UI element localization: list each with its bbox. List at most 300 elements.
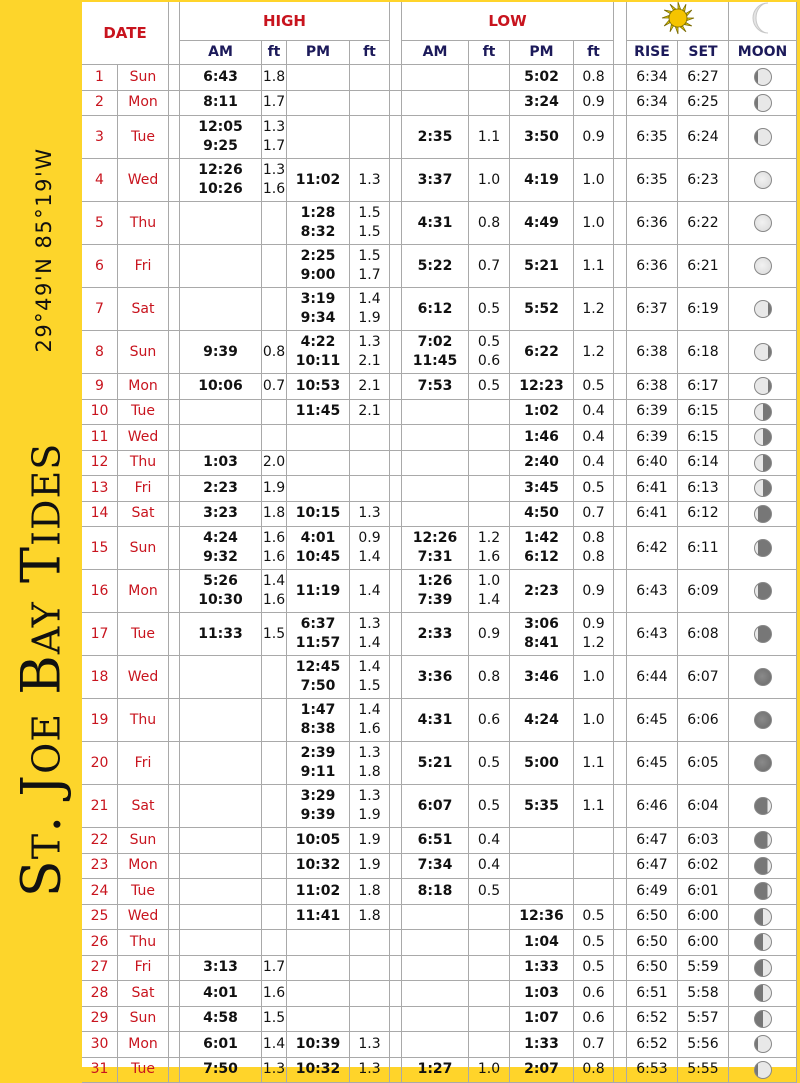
low-am-ft-cell	[469, 91, 510, 117]
high-pm-cell	[287, 425, 350, 451]
high-pm-ft-cell	[350, 476, 390, 502]
moon-waxing-crescent-icon	[754, 882, 772, 900]
moon-phase-cell	[729, 65, 797, 91]
low-am-value: 7:39	[418, 591, 453, 610]
moon-last-quarter-icon	[754, 479, 772, 497]
day-number	[82, 656, 118, 699]
separator	[614, 854, 627, 880]
day-of-week-label: Sat	[132, 504, 155, 523]
day-of-week-label: Wed	[128, 428, 159, 447]
low-pm-ft-value: 0.7	[582, 504, 604, 523]
separator	[169, 202, 180, 245]
day-number-label: 24	[91, 882, 109, 901]
moon-new-icon	[754, 754, 772, 772]
low-am-cell	[402, 116, 469, 159]
low-am-ft-value: 0.6	[478, 711, 500, 730]
separator	[390, 854, 402, 880]
day-number-label: 26	[91, 933, 109, 952]
separator	[390, 425, 402, 451]
moon-first-quarter-icon	[754, 1010, 772, 1028]
low-pm-ft-cell	[574, 1032, 614, 1058]
sunset-value: 6:00	[687, 933, 718, 952]
day-of-week-label: Wed	[128, 907, 159, 926]
sunset-value: 5:56	[687, 1035, 718, 1054]
high-pm-ft-cell	[350, 331, 390, 374]
high-pm-cell	[287, 374, 350, 400]
day-of-week-label: Tue	[131, 625, 155, 644]
high-pm-ft-cell	[350, 956, 390, 982]
high-pm-value: 3:29	[301, 787, 336, 806]
low-pm-ft-value: 0.4	[582, 453, 604, 472]
day-number	[82, 956, 118, 982]
low-am-value: 8:18	[418, 882, 453, 901]
separator	[169, 956, 180, 982]
separator	[614, 331, 627, 374]
low-am-cell	[402, 1058, 469, 1083]
sunrise-cell	[627, 476, 678, 502]
high-am-value: 7:50	[203, 1060, 238, 1079]
high-am-value: 2:23	[203, 479, 238, 498]
sunrise-cell	[627, 981, 678, 1007]
low-am-cell	[402, 331, 469, 374]
high-am-ft-value: 1.7	[263, 137, 285, 156]
high-pm-ft-value: 1.3	[358, 333, 380, 352]
sunrise-value: 6:35	[636, 128, 667, 147]
low-pm-cell	[510, 374, 574, 400]
separator	[169, 1007, 180, 1033]
low-pm-value: 12:23	[519, 377, 564, 396]
high-am-ft-cell	[262, 91, 287, 117]
sunrise-value: 6:52	[636, 1035, 667, 1054]
sunrise-value: 6:45	[636, 711, 667, 730]
day-number	[82, 91, 118, 117]
high-pm-ft-value: 1.4	[358, 634, 380, 653]
high-pm-cell	[287, 570, 350, 613]
day-number	[82, 159, 118, 202]
day-number-label: 2	[95, 93, 104, 112]
sunrise-value: 6:34	[636, 68, 667, 87]
sunset-cell	[678, 159, 729, 202]
low-pm-ft-value: 0.5	[582, 933, 604, 952]
moon-waxing-gibbous-icon	[754, 1035, 772, 1053]
low-pm-cell	[510, 956, 574, 982]
high-am-ft-cell	[262, 570, 287, 613]
high-header-label: HIGH	[263, 12, 306, 31]
moon-header	[729, 2, 797, 41]
column-header-hAM	[180, 41, 262, 65]
day-of-week	[118, 202, 169, 245]
low-am-value: 3:36	[418, 668, 453, 687]
moon-waxing-crescent-icon	[754, 797, 772, 815]
high-pm-cell	[287, 656, 350, 699]
low-pm-cell	[510, 331, 574, 374]
moon-first-quarter-icon	[754, 959, 772, 977]
high-am-value: 1:03	[203, 453, 238, 472]
high-am-value: 3:23	[203, 504, 238, 523]
low-pm-value: 12:36	[519, 907, 564, 926]
day-of-week	[118, 699, 169, 742]
moon-phase-cell	[729, 956, 797, 982]
day-number-label: 16	[91, 582, 109, 601]
separator	[169, 91, 180, 117]
day-number	[82, 699, 118, 742]
low-am-ft-value: 1.0	[478, 171, 500, 190]
moon-waxing-crescent-icon	[754, 831, 772, 849]
low-pm-ft-cell	[574, 905, 614, 931]
sunrise-cell	[627, 905, 678, 931]
high-pm-ft-cell	[350, 699, 390, 742]
high-pm-cell	[287, 879, 350, 905]
separator	[614, 425, 627, 451]
low-am-value: 7:02	[418, 333, 453, 352]
column-header-hPMft	[350, 41, 390, 65]
low-am-ft-value: 1.0	[478, 572, 500, 591]
high-pm-cell	[287, 742, 350, 785]
low-pm-ft-value: 0.9	[582, 615, 604, 634]
low-am-cell	[402, 202, 469, 245]
high-pm-ft-cell	[350, 425, 390, 451]
day-of-week	[118, 930, 169, 956]
low-pm-cell	[510, 202, 574, 245]
low-am-ft-cell	[469, 331, 510, 374]
day-number	[82, 1032, 118, 1058]
separator	[390, 930, 402, 956]
high-pm-ft-value: 1.5	[358, 247, 380, 266]
day-of-week	[118, 476, 169, 502]
high-am-ft-cell	[262, 1058, 287, 1083]
sunset-value: 6:11	[687, 539, 718, 558]
low-pm-ft-cell	[574, 699, 614, 742]
low-am-ft-cell	[469, 785, 510, 828]
moon-waning-crescent-icon	[754, 539, 772, 557]
low-pm-ft-cell	[574, 854, 614, 880]
high-am-value: 9:39	[203, 343, 238, 362]
sunset-value: 6:14	[687, 453, 718, 472]
day-of-week	[118, 742, 169, 785]
low-pm-ft-value: 0.8	[582, 548, 604, 567]
low-pm-value: 4:49	[524, 214, 559, 233]
sunrise-value: 6:36	[636, 214, 667, 233]
day-of-week-label: Fri	[135, 754, 152, 773]
low-pm-ft-cell	[574, 785, 614, 828]
high-am-ft-value: 1.8	[263, 504, 285, 523]
moon-waxing-gibbous-icon	[754, 94, 772, 112]
high-am-ft-value: 1.7	[263, 958, 285, 977]
day-of-week	[118, 527, 169, 570]
separator	[614, 930, 627, 956]
sunset-cell	[678, 879, 729, 905]
sunset-cell	[678, 245, 729, 288]
day-of-week	[118, 905, 169, 931]
sunrise-value: 6:41	[636, 479, 667, 498]
day-number	[82, 930, 118, 956]
low-am-cell	[402, 400, 469, 426]
high-am-ft-value: 0.8	[263, 343, 285, 362]
day-number-label: 29	[91, 1009, 109, 1028]
separator	[390, 699, 402, 742]
low-pm-ft-cell	[574, 1007, 614, 1033]
sunset-cell	[678, 854, 729, 880]
sunrise-value: 6:42	[636, 539, 667, 558]
high-pm-ft-cell	[350, 159, 390, 202]
sunrise-cell	[627, 400, 678, 426]
day-of-week-label: Sat	[132, 300, 155, 319]
sunrise-value: 6:38	[636, 343, 667, 362]
low-pm-ft-value: 1.0	[582, 171, 604, 190]
separator	[614, 502, 627, 528]
low-am-ft-value: 0.8	[478, 668, 500, 687]
low-pm-ft-cell	[574, 331, 614, 374]
day-of-week	[118, 65, 169, 91]
high-pm-ft-cell	[350, 613, 390, 656]
high-am-ft-cell	[262, 854, 287, 880]
high-pm-ft-cell	[350, 116, 390, 159]
crescent-moon-icon	[748, 1, 778, 41]
sunset-cell	[678, 288, 729, 331]
high-pm-ft-cell	[350, 905, 390, 931]
low-am-value: 4:31	[418, 214, 453, 233]
high-am-cell	[180, 502, 262, 528]
high-am-cell	[180, 425, 262, 451]
high-am-value: 10:26	[198, 180, 243, 199]
day-of-week	[118, 451, 169, 477]
low-am-cell	[402, 742, 469, 785]
high-am-cell	[180, 374, 262, 400]
sunset-value: 6:17	[687, 377, 718, 396]
low-am-ft-value: 0.5	[478, 754, 500, 773]
sunset-value: 6:05	[687, 754, 718, 773]
day-number-label: 9	[95, 377, 104, 396]
high-pm-ft-value: 1.3	[358, 1035, 380, 1054]
low-pm-ft-value: 0.4	[582, 402, 604, 421]
sunset-cell	[678, 699, 729, 742]
separator	[390, 2, 402, 65]
sunrise-value: 6:51	[636, 984, 667, 1003]
sunrise-cell	[627, 202, 678, 245]
high-pm-cell	[287, 905, 350, 931]
sunset-value: 6:00	[687, 907, 718, 926]
low-am-ft-value: 1.2	[478, 529, 500, 548]
low-am-cell	[402, 476, 469, 502]
high-pm-ft-value: 1.4	[358, 582, 380, 601]
separator	[614, 570, 627, 613]
day-of-week	[118, 785, 169, 828]
column-header-lAMft	[469, 41, 510, 65]
high-pm-cell	[287, 956, 350, 982]
sunrise-cell	[627, 451, 678, 477]
high-am-cell	[180, 854, 262, 880]
low-pm-ft-value: 1.0	[582, 214, 604, 233]
low-pm-ft-value: 0.5	[582, 479, 604, 498]
high-pm-ft-value: 1.8	[358, 882, 380, 901]
high-am-cell	[180, 288, 262, 331]
low-pm-cell	[510, 656, 574, 699]
high-pm-value: 10:05	[296, 831, 341, 850]
separator	[614, 202, 627, 245]
low-pm-ft-value: 0.5	[582, 377, 604, 396]
high-pm-cell	[287, 331, 350, 374]
high-am-value: 11:33	[198, 625, 243, 644]
column-header-lPMft	[574, 41, 614, 65]
low-header-label: LOW	[488, 12, 526, 31]
moon-phase-cell	[729, 116, 797, 159]
high-am-cell	[180, 905, 262, 931]
high-pm-ft-value: 1.9	[358, 309, 380, 328]
low-am-cell	[402, 905, 469, 931]
low-pm-ft-value: 0.8	[582, 1060, 604, 1079]
high-am-ft-value: 2.0	[263, 453, 285, 472]
sunset-cell	[678, 502, 729, 528]
low-am-cell	[402, 245, 469, 288]
separator	[169, 159, 180, 202]
day-number	[82, 374, 118, 400]
separator	[169, 527, 180, 570]
day-number	[82, 425, 118, 451]
high-pm-ft-cell	[350, 65, 390, 91]
day-of-week-label: Sat	[132, 797, 155, 816]
high-am-cell	[180, 742, 262, 785]
day-of-week-label: Mon	[128, 856, 158, 875]
day-number	[82, 879, 118, 905]
moon-phase-cell	[729, 374, 797, 400]
high-am-ft-cell	[262, 930, 287, 956]
high-pm-ft-value: 1.5	[358, 677, 380, 696]
low-pm-value: 3:46	[524, 668, 559, 687]
high-pm-value: 10:11	[296, 352, 341, 371]
high-pm-cell	[287, 1007, 350, 1033]
day-number-label: 14	[91, 504, 109, 523]
low-pm-cell	[510, 476, 574, 502]
high-pm-ft-value: 1.3	[358, 1060, 380, 1079]
day-of-week	[118, 400, 169, 426]
high-pm-ft-cell	[350, 742, 390, 785]
low-pm-value: 4:24	[524, 711, 559, 730]
day-number-label: 6	[95, 257, 104, 276]
sunrise-cell	[627, 656, 678, 699]
low-pm-value: 1:42	[524, 529, 559, 548]
high-pm-ft-value: 1.3	[358, 504, 380, 523]
moon-full-icon	[754, 214, 772, 232]
separator	[169, 502, 180, 528]
sunrise-value: 6:41	[636, 504, 667, 523]
day-of-week-label: Sun	[130, 831, 157, 850]
low-am-value: 6:12	[418, 300, 453, 319]
day-number-label: 1	[95, 68, 104, 87]
moon-waning-crescent-icon	[754, 505, 772, 523]
column-header-hPM	[287, 41, 350, 65]
low-am-cell	[402, 502, 469, 528]
high-pm-ft-value: 1.3	[358, 615, 380, 634]
day-number-label: 8	[95, 343, 104, 362]
separator	[390, 116, 402, 159]
moon-last-quarter-icon	[754, 454, 772, 472]
sunrise-cell	[627, 65, 678, 91]
low-pm-cell	[510, 91, 574, 117]
high-am-cell	[180, 476, 262, 502]
sunset-value: 6:23	[687, 171, 718, 190]
high-pm-cell	[287, 981, 350, 1007]
low-pm-ft-value: 0.8	[582, 68, 604, 87]
moon-phase-cell	[729, 1058, 797, 1083]
low-pm-value: 3:24	[524, 93, 559, 112]
sunrise-cell	[627, 502, 678, 528]
low-pm-ft-cell	[574, 202, 614, 245]
high-am-value: 9:32	[203, 548, 238, 567]
sunrise-cell	[627, 785, 678, 828]
moon-phase-cell	[729, 400, 797, 426]
low-pm-ft-value: 1.0	[582, 668, 604, 687]
day-of-week-label: Thu	[130, 214, 156, 233]
separator	[614, 656, 627, 699]
day-number	[82, 288, 118, 331]
sunrise-value: 6:46	[636, 797, 667, 816]
low-am-ft-cell	[469, 451, 510, 477]
low-am-cell	[402, 1007, 469, 1033]
separator	[390, 502, 402, 528]
day-number	[82, 65, 118, 91]
moon-phase-cell	[729, 879, 797, 905]
low-pm-ft-cell	[574, 613, 614, 656]
high-am-ft-cell	[262, 65, 287, 91]
high-am-value: 4:24	[203, 529, 238, 548]
day-number-label: 18	[91, 668, 109, 687]
high-am-cell	[180, 527, 262, 570]
low-pm-value: 5:35	[524, 797, 559, 816]
day-of-week-label: Mon	[128, 377, 158, 396]
moon-phase-cell	[729, 476, 797, 502]
high-am-cell	[180, 400, 262, 426]
low-pm-cell	[510, 570, 574, 613]
sunrise-cell	[627, 527, 678, 570]
high-am-ft-cell	[262, 245, 287, 288]
high-pm-value: 10:39	[296, 1035, 341, 1054]
day-of-week-label: Mon	[128, 93, 158, 112]
low-pm-value: 2:23	[524, 582, 559, 601]
sunrise-value: 6:49	[636, 882, 667, 901]
low-pm-ft-value: 1.1	[582, 754, 604, 773]
low-am-cell	[402, 956, 469, 982]
high-pm-ft-cell	[350, 1032, 390, 1058]
day-number	[82, 785, 118, 828]
day-of-week-label: Tue	[131, 1060, 155, 1079]
low-pm-ft-value: 1.2	[582, 343, 604, 362]
high-pm-ft-value: 1.8	[358, 907, 380, 926]
high-pm-cell	[287, 930, 350, 956]
separator	[169, 288, 180, 331]
low-am-cell	[402, 159, 469, 202]
low-am-ft-cell	[469, 502, 510, 528]
low-am-cell	[402, 981, 469, 1007]
high-pm-value: 6:37	[301, 615, 336, 634]
low-am-value: 6:07	[418, 797, 453, 816]
column-header-label: PM	[306, 43, 330, 62]
sunset-value: 6:13	[687, 479, 718, 498]
high-pm-ft-cell	[350, 502, 390, 528]
low-pm-ft-value: 0.9	[582, 93, 604, 112]
separator	[390, 613, 402, 656]
sunset-value: 5:55	[687, 1060, 718, 1079]
column-header-label: MOON	[738, 43, 787, 62]
sunset-value: 5:59	[687, 958, 718, 977]
separator	[169, 65, 180, 91]
moon-waning-gibbous-icon	[754, 300, 772, 318]
moon-phase-cell	[729, 91, 797, 117]
high-pm-cell	[287, 202, 350, 245]
day-of-week	[118, 159, 169, 202]
low-pm-value: 1:02	[524, 402, 559, 421]
moon-waxing-gibbous-icon	[754, 128, 772, 146]
day-of-week	[118, 956, 169, 982]
